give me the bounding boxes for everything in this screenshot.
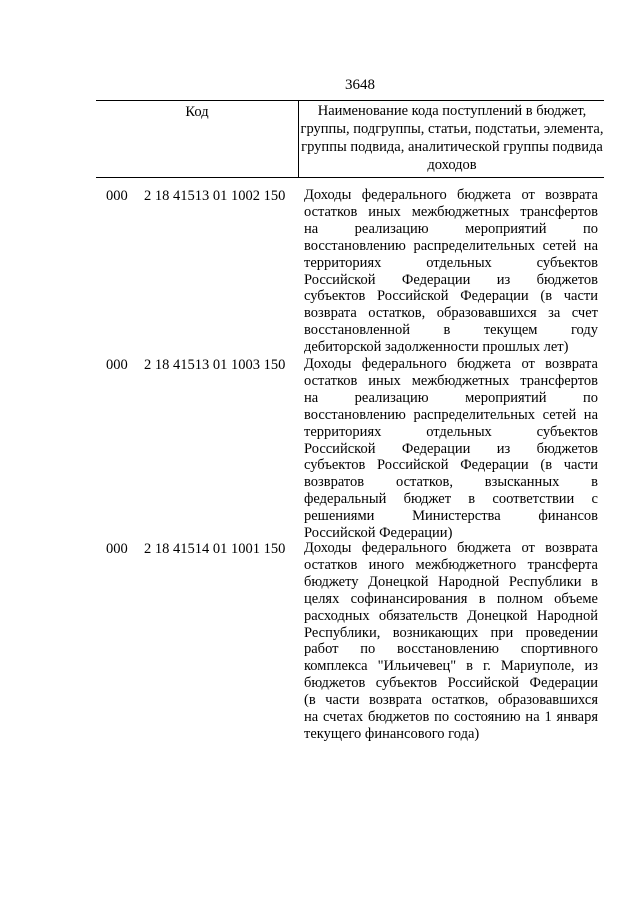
admin-code: 000 xyxy=(106,541,128,557)
income-code: 2 18 41513 01 1002 150 xyxy=(144,188,286,204)
description-line: Российской Федерации из бюджетов xyxy=(304,440,598,457)
income-description xyxy=(304,540,598,743)
description-line: субъектов Российской Федерации (в части xyxy=(304,288,598,305)
income-description xyxy=(304,187,598,356)
description-line: территориях отдельных субъектов xyxy=(304,254,598,271)
description-line: на реализацию мероприятий по xyxy=(304,220,598,237)
description-line: Республики, возникающих при проведении xyxy=(304,624,598,641)
description-line: бюджетов субъектов Российской Федерации xyxy=(304,675,598,692)
description-line: бюджету Донецкой Народной Республики в xyxy=(304,573,598,590)
description-line: территориях отдельных субъектов xyxy=(304,423,598,440)
description-line: возвратов остатков, взысканных в xyxy=(304,474,598,491)
income-description xyxy=(304,356,598,542)
description-line: остатков иного межбюджетного трансферта xyxy=(304,556,598,573)
description-line: Российской Федерации) xyxy=(304,525,453,542)
description-line: текущего финансового года) xyxy=(304,725,480,742)
table-header xyxy=(96,100,604,178)
description-line: федеральный бюджет в соответствии с xyxy=(304,491,598,508)
description-line: восстановлению распределительных сетей на xyxy=(304,406,598,423)
description-line: субъектов Российской Федерации (в части xyxy=(304,457,598,474)
description-line: Российской Федерации из бюджетов xyxy=(304,271,598,288)
description-line: дебиторской задолженности прошлых лет) xyxy=(304,339,569,356)
description-line: восстановленной в текущем году xyxy=(304,322,598,339)
description-line: на счетах бюджетов по состоянию на 1 января xyxy=(304,709,598,726)
income-code: 2 18 41513 01 1003 150 xyxy=(144,357,286,373)
description-line: возврата остатков, образовавшихся за счет xyxy=(304,305,598,322)
description-line: Доходы федерального бюджета от возврата xyxy=(304,540,598,556)
description-line: целях софинансирования в полном объеме xyxy=(304,590,598,607)
admin-code: 000 xyxy=(106,188,128,204)
income-code: 2 18 41514 01 1001 150 xyxy=(144,541,286,557)
header-name-column: Наименование кода поступлений в бюджет, группы, подгруппы, статьи, подстатьи, элемента, группы подвида, аналитической группы подвида доходов xyxy=(300,103,604,173)
description-line: восстановлению распределительных сетей на xyxy=(304,237,598,254)
page-number: 3648 xyxy=(345,77,375,93)
description-line: остатков иных межбюджетных трансфертов xyxy=(304,203,598,220)
description-line: Доходы федерального бюджета от возврата xyxy=(304,356,598,372)
header-code-column: Код xyxy=(96,101,299,177)
description-line: расходных обязательств Донецкой Народной xyxy=(304,607,598,624)
description-line: Доходы федерального бюджета от возврата xyxy=(304,187,598,203)
description-line: комплекса "Ильичевец" в г. Мариуполе, из xyxy=(304,658,598,675)
description-line: (в части возврата остатков, образовавшихся xyxy=(304,692,598,709)
description-line: остатков иных межбюджетных трансфертов xyxy=(304,372,598,389)
admin-code: 000 xyxy=(106,357,128,373)
description-line: работ по восстановлению спортивного xyxy=(304,641,598,658)
description-line: решениями Министерства финансов xyxy=(304,508,598,525)
description-line: на реализацию мероприятий по xyxy=(304,389,598,406)
